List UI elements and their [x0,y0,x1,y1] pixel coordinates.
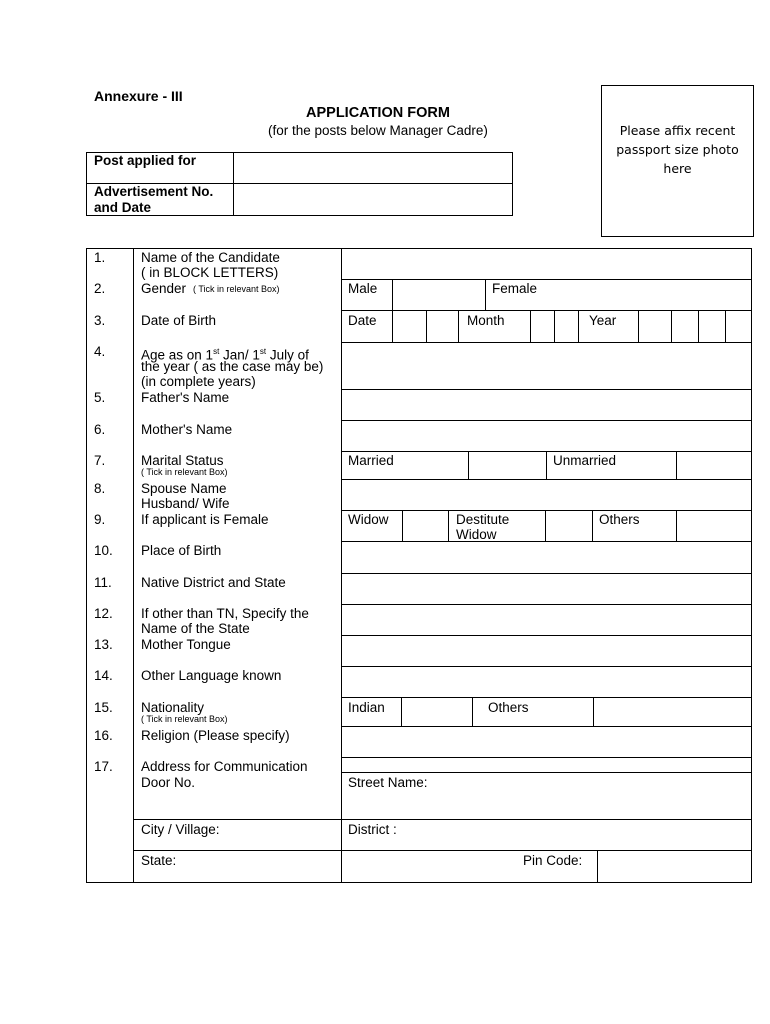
row-number: 10. [94,543,113,558]
row-number: 17. [94,759,113,774]
marital-married-checkbox[interactable] [469,452,546,479]
other-state-label: If other than TN, Specify the [141,606,309,621]
native-district-label: Native District and State [141,575,286,590]
age-label-3: (in complete years) [141,374,256,389]
religion-field[interactable] [342,727,751,757]
religion-label: Religion (Please specify) [141,728,290,743]
nationality-others-checkbox[interactable] [594,698,751,726]
place-of-birth-field[interactable] [342,542,751,573]
gender-female-label: Female [492,281,538,296]
nationality-indian-checkbox[interactable] [402,698,472,726]
row-number: 12. [94,606,113,621]
row-number: 7. [94,453,106,468]
advertisement-field[interactable] [234,184,512,215]
post-applied-field[interactable] [234,153,512,183]
female-destitute-checkbox[interactable] [546,511,592,542]
row-number: 4. [94,344,106,359]
gender-female-checkbox[interactable] [560,280,751,310]
female-widow-checkbox[interactable] [403,511,448,542]
marital-hint: ( Tick in relevant Box) [141,467,228,477]
marital-unmarried-checkbox[interactable] [677,452,751,479]
mother-name-label: Mother's Name [141,422,233,437]
district-label: District : [348,822,397,837]
female-others-label: Others [599,512,640,527]
city-label: City / Village: [141,822,220,837]
father-name-label: Father's Name [141,390,230,405]
state-label: State: [141,853,177,868]
door-no-label: Door No. [141,775,196,790]
age-label-2: the year ( as the case may be) [141,359,324,374]
female-others-checkbox[interactable] [677,511,751,542]
photo-box [601,85,754,237]
nationality-others-label: Others [488,700,529,715]
advertisement-label-2: and Date [94,200,152,215]
gender-male-label: Male [348,281,378,296]
photo-instruction: Please affix recent passport size photo here [616,123,739,176]
nationality-indian-label: Indian [348,700,385,715]
native-district-field[interactable] [342,574,751,604]
marital-married-label: Married [348,453,394,468]
other-state-field[interactable] [342,605,751,635]
row-number: 2. [94,281,106,296]
mother-name-field[interactable] [342,421,751,451]
gender-male-checkbox[interactable] [393,280,485,310]
dob-year-field[interactable] [639,311,751,342]
dob-date-label: Date [348,313,377,328]
door-no-field[interactable] [134,790,341,819]
address-label: Address for Communication [141,759,308,774]
row-number: 5. [94,390,106,405]
nationality-label: Nationality [141,700,205,715]
row-number: 6. [94,422,106,437]
pin-code-label: Pin Code: [523,853,583,868]
female-applicant-label: If applicant is Female [141,512,269,527]
city-district-field[interactable] [134,820,751,850]
place-of-birth-label: Place of Birth [141,543,222,558]
other-language-field[interactable] [342,667,751,697]
street-name-field[interactable] [342,773,751,819]
mother-tongue-label: Mother Tongue [141,637,231,652]
row-number: 14. [94,668,113,683]
advertisement-label: Advertisement No. [94,184,214,199]
spouse-name-label: Spouse Name [141,481,227,496]
row-number: 11. [94,575,112,590]
form-title: APPLICATION FORM [306,105,450,121]
row-number: 3. [94,313,106,328]
spouse-name-label-2: Husband/ Wife [141,496,230,511]
candidate-name-label: Name of the Candidate [141,250,280,265]
dob-year-label: Year [589,313,617,328]
dob-month-field[interactable] [531,311,578,342]
pin-code-field[interactable] [598,851,751,882]
age-field[interactable] [342,343,751,389]
marital-unmarried-label: Unmarried [553,453,617,468]
row-number: 16. [94,728,113,743]
annexure-label: Annexure - III [94,88,183,104]
row-number: 13. [94,637,113,652]
dob-month-label: Month [467,313,505,328]
age-label: Age as on 1st Jan/ 1st July of [141,347,309,363]
mother-tongue-field[interactable] [342,636,751,666]
gender-hint: ( Tick in relevant Box) [193,284,280,294]
dob-date-field[interactable] [393,311,458,342]
father-name-field[interactable] [342,390,751,420]
female-widow-label: Widow [348,512,389,527]
gender-label: Gender [141,281,187,296]
post-applied-label: Post applied for [94,153,197,168]
candidate-name-field[interactable] [342,249,751,279]
row-number: 9. [94,512,106,527]
form-subtitle: (for the posts below Manager Cadre) [268,123,488,138]
row-number: 1. [94,250,106,265]
row-number: 15. [94,700,113,715]
street-name-label: Street Name: [348,775,428,790]
dob-label: Date of Birth [141,313,217,328]
female-destitute-label: Destitute [456,512,510,527]
block-letters-note: ( in BLOCK LETTERS) [141,265,279,280]
nationality-hint: ( Tick in relevant Box) [141,714,228,724]
other-language-label: Other Language known [141,668,282,683]
other-state-label-2: Name of the State [141,621,250,636]
marital-status-label: Marital Status [141,453,224,468]
row-number: 8. [94,481,106,496]
female-destitute-label-2: Widow [456,527,497,542]
spouse-name-field[interactable] [342,480,751,510]
